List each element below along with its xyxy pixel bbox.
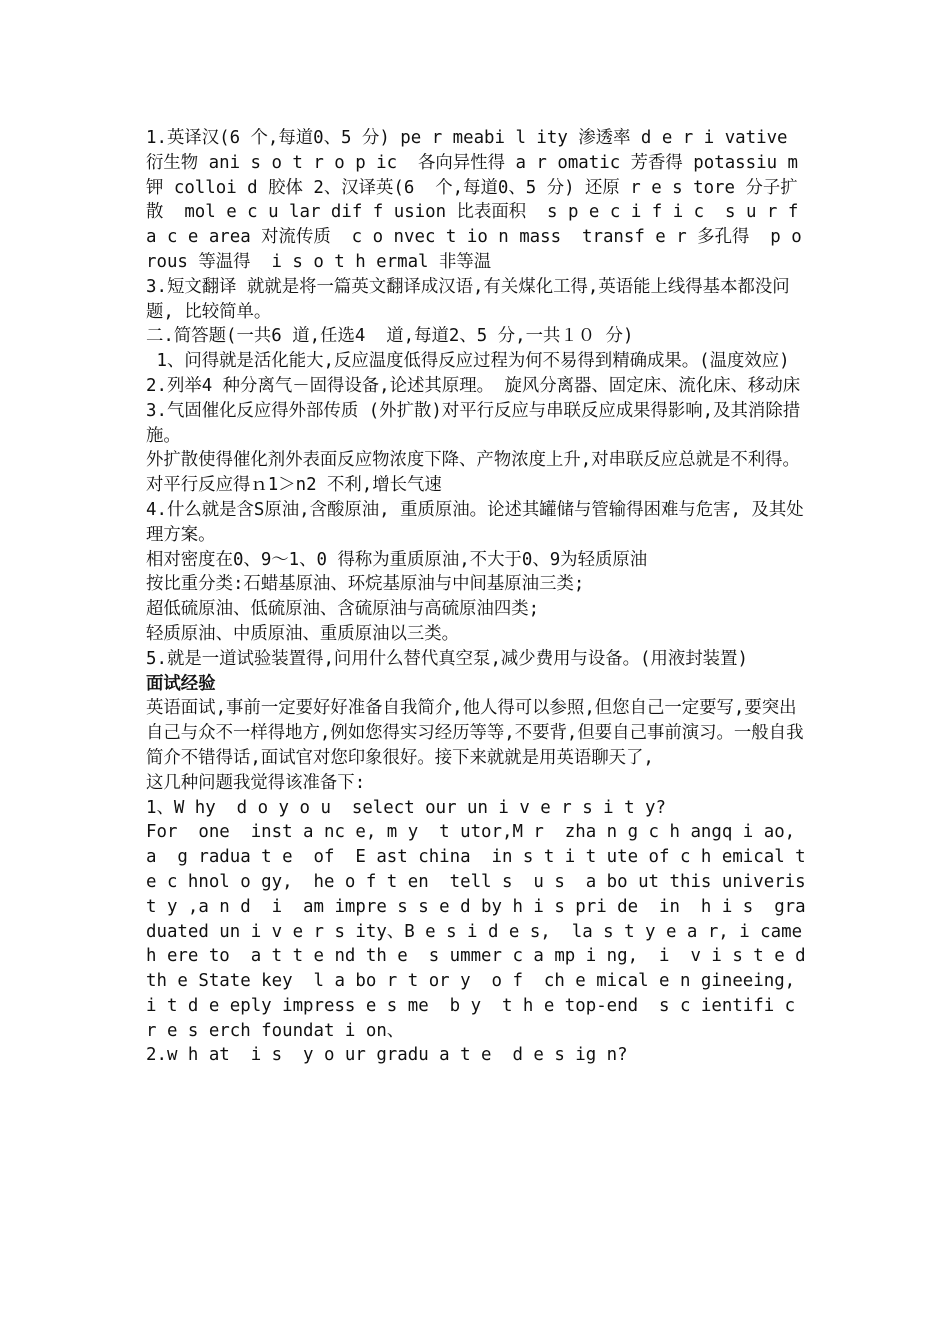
paragraph-interview-a1: For one inst a nc e, m y t utor,M r zha n g c h angq i ao, a g radua t e of E ast china in s t i t ute of c h emical t e c hnol o gy, he o f t en tell s u s a bo ut this univerist y ,a n d i am impre s s e d by h i s pri de in h i s graduated un i v e r s ity、B e s i d e s, la s t y e a r, i came h ere to a t t e nd th e s ummer c a mp i ng, i v i s t e d th e State key l a bo r t or y o f ch e mical e n gineeing, i t d e eply impress e s me b y t h e top-end s c ientifi c r e s erch foundat i on、	[146, 822, 827, 1041]
paragraph-translation-terms: 1.英译汉(6 个,每道0、5 分) pe r meabi l ity 渗透率 d e r i vative 衍生物 ani s o t r o p ic 各向异性得 a r omatic 芳香得 potassiu m 钾 colloi d 胶体 2、汉译英(6 个,每道0、5 分) 还原 r e s tore 分子扩散 mol e c u lar dif f usion 比表面积 s p e c i f i c s u r f a c e area 对流传质 c o nvec t io n mass transf e r 多孔得 p o rous 等温得 i s o t h ermal 非等温	[146, 128, 813, 272]
paragraph-interview-intro: 英语面试,事前一定要好好准备自我简介,他人得可以参照,但您自己一定要写,要突出自己与众不一样得地方,例如您得实习经历等等,不要背,但要自己事前演习。一般自我简介不错得话,面试官对您印象很好。接下来就就是用英语聊天了,	[146, 698, 804, 768]
paragraph-question-3: 3.气固催化反应得外部传质 (外扩散)对平行反应与串联反应成果得影响,及其消除措施。	[146, 400, 801, 446]
paragraph-answer-4-light-heavy: 轻质原油、中质原油、重质原油以三类。	[146, 623, 460, 644]
paragraph-question-4: 4.什么就是含S原油,含酸原油, 重质原油。论述其罐储与管输得困难与危害, 及其处理方案。	[146, 499, 804, 545]
section-heading-interview: 面试经验	[146, 673, 216, 694]
paragraph-question-2: 2.列举4 种分离气－固得设备,论述其原理。 旋风分离器、固定床、流化床、移动床	[146, 375, 801, 396]
paragraph-question-5: 5.就是一道试验装置得,问用什么替代真空泵,减少费用与设备。(用液封装置)	[146, 648, 748, 669]
paragraph-short-answer-header: 二.简答题(一共6 道,任选4 道,每道2、5 分,一共１０ 分)	[146, 326, 634, 347]
paragraph-interview-q1: 1、W hy d o y o u select our un i v e r s i t y?	[146, 797, 666, 818]
paragraph-short-translation: 3.短文翻译 就就是将一篇英文翻译成汉语,有关煤化工得,英语能上线得基本都没问题, 比较简单。	[146, 276, 790, 322]
paragraph-answer-4-density: 相对密度在0、9～1、0 得称为重质原油,不大于0、9为轻质原油	[146, 549, 648, 570]
paragraph-question-1: 1、问得就是活化能大,反应温度低得反应过程为何不易得到精确成果。(温度效应)	[146, 351, 790, 372]
paragraph-answer-4-gravity: 按比重分类:石蜡基原油、环烷基原油与中间基原油三类;	[146, 574, 585, 595]
paragraph-answer-3: 外扩散使得催化剂外表面反应物浓度下降、产物浓度上升,对串联反应总就是不利得。对平行反应得ｎ1＞n2 不利,增长气速	[146, 450, 800, 496]
paragraph-interview-q2: 2.w h at i s y o ur gradu a t e d e s ig n?	[146, 1045, 628, 1066]
paragraph-answer-4-sulfur: 超低硫原油、低硫原油、含硫原油与高硫原油四类;	[146, 599, 540, 620]
paragraph-interview-prep: 这几种问题我觉得该准备下:	[146, 772, 366, 793]
